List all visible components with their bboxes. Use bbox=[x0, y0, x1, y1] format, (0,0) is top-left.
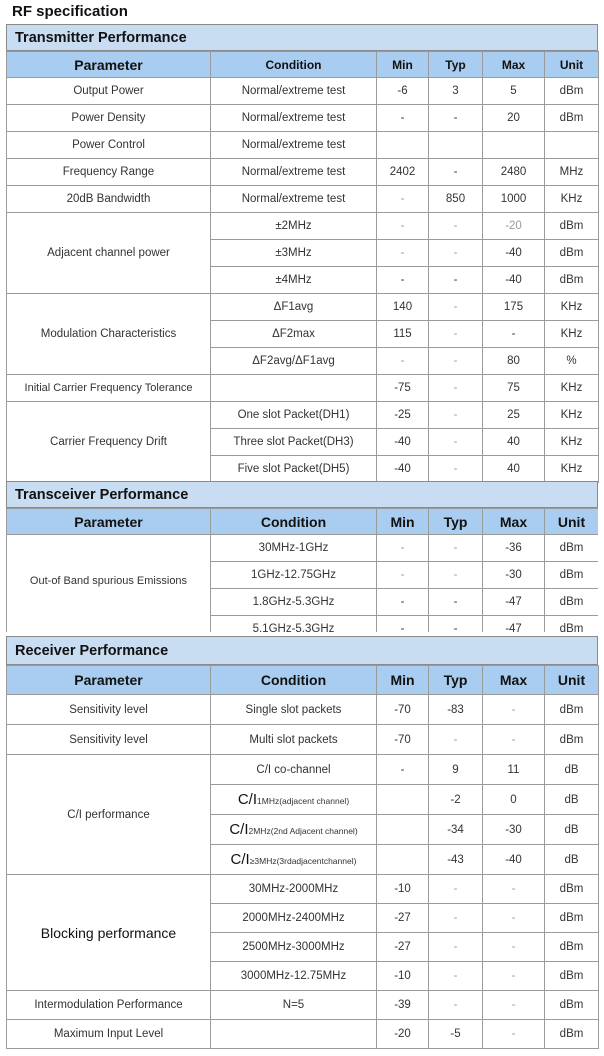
min-cell: -6 bbox=[377, 78, 429, 105]
max-cell: -40 bbox=[483, 240, 545, 267]
condition-cell: 2500MHz-3000MHz bbox=[211, 933, 377, 962]
max-cell: -40 bbox=[483, 845, 545, 875]
unit-cell bbox=[545, 132, 599, 159]
table-row bbox=[7, 78, 599, 105]
max-cell: - bbox=[483, 725, 545, 755]
param-cell: Blocking performance bbox=[7, 875, 211, 991]
condition-cell: Normal/extreme test bbox=[211, 132, 377, 159]
header-unit: Unit bbox=[545, 52, 599, 78]
transceiver-title: Transceiver Performance bbox=[6, 481, 598, 508]
param-cell: Modulation Characteristics bbox=[7, 294, 211, 375]
typ-cell: - bbox=[429, 240, 483, 267]
param-cell: Sensitivity level bbox=[7, 725, 211, 755]
max-cell: -30 bbox=[483, 815, 545, 845]
min-cell bbox=[377, 815, 429, 845]
unit-cell: dBm bbox=[545, 562, 599, 589]
param-cell: Maximum Input Level bbox=[7, 1020, 211, 1049]
condition-cell: C/I co-channel bbox=[211, 755, 377, 785]
unit-cell: KHz bbox=[545, 321, 599, 348]
table-row bbox=[7, 294, 599, 321]
typ-cell: - bbox=[429, 991, 483, 1020]
condition-cell: ±4MHz bbox=[211, 267, 377, 294]
min-cell: -40 bbox=[377, 456, 429, 483]
unit-cell: dB bbox=[545, 845, 599, 875]
min-cell: - bbox=[377, 213, 429, 240]
unit-cell: dBm bbox=[545, 78, 599, 105]
param-cell: Out-of Band spurious Emissions bbox=[7, 535, 211, 633]
max-cell: 20 bbox=[483, 105, 545, 132]
min-cell: - bbox=[377, 267, 429, 294]
typ-cell: - bbox=[429, 904, 483, 933]
unit-cell: dBm bbox=[545, 105, 599, 132]
typ-cell: - bbox=[429, 159, 483, 186]
typ-cell: 3 bbox=[429, 78, 483, 105]
table-row bbox=[7, 132, 599, 159]
condition-cell: Multi slot packets bbox=[211, 725, 377, 755]
condition-cell: 30MHz-2000MHz bbox=[211, 875, 377, 904]
unit-cell: KHz bbox=[545, 429, 599, 456]
condition-cell bbox=[211, 845, 377, 875]
min-cell: - bbox=[377, 589, 429, 616]
param-cell: 20dB Bandwidth bbox=[7, 186, 211, 213]
unit-cell: dBm bbox=[545, 904, 599, 933]
min-cell: -10 bbox=[377, 875, 429, 904]
max-cell: 40 bbox=[483, 456, 545, 483]
min-cell: -10 bbox=[377, 962, 429, 991]
typ-cell: - bbox=[429, 402, 483, 429]
table-row bbox=[7, 186, 599, 213]
table-row bbox=[7, 105, 599, 132]
typ-cell: -2 bbox=[429, 785, 483, 815]
unit-cell: KHz bbox=[545, 186, 599, 213]
max-cell: -47 bbox=[483, 589, 545, 616]
unit-cell: dBm bbox=[545, 240, 599, 267]
condition-cell: ±2MHz bbox=[211, 213, 377, 240]
min-cell: - bbox=[377, 240, 429, 267]
condition-cell: N=5 bbox=[211, 991, 377, 1020]
max-cell: 40 bbox=[483, 429, 545, 456]
header-typ: Typ bbox=[429, 509, 483, 535]
min-cell: - bbox=[377, 755, 429, 785]
max-cell: - bbox=[483, 962, 545, 991]
table-row bbox=[7, 725, 599, 755]
unit-cell: dBm bbox=[545, 875, 599, 904]
typ-cell: -34 bbox=[429, 815, 483, 845]
max-cell: -30 bbox=[483, 562, 545, 589]
typ-cell bbox=[429, 132, 483, 159]
transmitter-header-row bbox=[7, 52, 599, 78]
condition-cell: ±3MHz bbox=[211, 240, 377, 267]
typ-cell: - bbox=[429, 267, 483, 294]
param-cell: C/I performance bbox=[7, 755, 211, 875]
min-cell: -20 bbox=[377, 1020, 429, 1049]
param-cell: Intermodulation Performance bbox=[7, 991, 211, 1020]
header-condition: Condition bbox=[211, 666, 377, 695]
table-row bbox=[7, 213, 599, 240]
param-cell: Initial Carrier Frequency Tolerance bbox=[7, 375, 211, 402]
transceiver-table-clip bbox=[6, 508, 598, 632]
max-cell: 25 bbox=[483, 402, 545, 429]
unit-cell: dBm bbox=[545, 589, 599, 616]
min-cell: -70 bbox=[377, 725, 429, 755]
unit-cell: MHz bbox=[545, 159, 599, 186]
condition-cell: ΔF2max bbox=[211, 321, 377, 348]
max-cell: 75 bbox=[483, 375, 545, 402]
unit-cell: dBm bbox=[545, 1020, 599, 1049]
param-cell: Sensitivity level bbox=[7, 695, 211, 725]
unit-cell: dBm bbox=[545, 213, 599, 240]
ci-sub-label: 1MHz(adjacent channel) bbox=[257, 796, 350, 806]
min-cell bbox=[377, 785, 429, 815]
param-cell: Power Control bbox=[7, 132, 211, 159]
condition-cell: 2000MHz-2400MHz bbox=[211, 904, 377, 933]
max-cell: -20 bbox=[483, 213, 545, 240]
min-cell bbox=[377, 845, 429, 875]
typ-cell: -83 bbox=[429, 695, 483, 725]
condition-cell: Five slot Packet(DH5) bbox=[211, 456, 377, 483]
transmitter-title: Transmitter Performance bbox=[6, 24, 598, 51]
ci-sub-label: 2MHz(2nd Adjacent channel) bbox=[248, 826, 358, 836]
unit-cell: dBm bbox=[545, 535, 599, 562]
typ-cell: - bbox=[429, 321, 483, 348]
typ-cell: - bbox=[429, 962, 483, 991]
typ-cell: -5 bbox=[429, 1020, 483, 1049]
max-cell: - bbox=[483, 1020, 545, 1049]
table-row bbox=[7, 755, 599, 785]
typ-cell: - bbox=[429, 456, 483, 483]
transceiver-header-row bbox=[7, 509, 599, 535]
min-cell: - bbox=[377, 348, 429, 375]
typ-cell: - bbox=[429, 429, 483, 456]
param-cell: Adjacent channel power bbox=[7, 213, 211, 294]
condition-cell: ΔF2avg/ΔF1avg bbox=[211, 348, 377, 375]
table-row bbox=[7, 535, 599, 562]
unit-cell: dB bbox=[545, 755, 599, 785]
receiver-table bbox=[6, 665, 599, 1049]
ci-main-label: C/I bbox=[229, 821, 249, 838]
max-cell: - bbox=[483, 991, 545, 1020]
typ-cell: - bbox=[429, 348, 483, 375]
receiver-header-row bbox=[7, 666, 599, 695]
header-parameter: Parameter bbox=[7, 52, 211, 78]
table-row bbox=[7, 402, 599, 429]
max-cell: -36 bbox=[483, 535, 545, 562]
max-cell: - bbox=[483, 904, 545, 933]
table-row bbox=[7, 1020, 599, 1049]
typ-cell: - bbox=[429, 105, 483, 132]
min-cell: - bbox=[377, 105, 429, 132]
table-row bbox=[7, 991, 599, 1020]
table-row bbox=[7, 159, 599, 186]
condition-cell: 1GHz-12.75GHz bbox=[211, 562, 377, 589]
min-cell: -27 bbox=[377, 933, 429, 962]
min-cell: - bbox=[377, 535, 429, 562]
max-cell: -40 bbox=[483, 267, 545, 294]
header-max: Max bbox=[483, 52, 545, 78]
min-cell: - bbox=[377, 616, 429, 633]
param-cell: Output Power bbox=[7, 78, 211, 105]
header-typ: Typ bbox=[429, 666, 483, 695]
max-cell: 80 bbox=[483, 348, 545, 375]
header-parameter: Parameter bbox=[7, 509, 211, 535]
unit-cell: dBm bbox=[545, 933, 599, 962]
typ-cell: - bbox=[429, 616, 483, 633]
ci-main-label: C/I bbox=[230, 851, 250, 868]
min-cell: - bbox=[377, 186, 429, 213]
receiver-section bbox=[6, 636, 598, 1052]
max-cell bbox=[483, 132, 545, 159]
typ-cell: - bbox=[429, 375, 483, 402]
unit-cell: % bbox=[545, 348, 599, 375]
header-max: Max bbox=[483, 509, 545, 535]
header-parameter: Parameter bbox=[7, 666, 211, 695]
transceiver-table bbox=[6, 508, 598, 632]
condition-cell bbox=[211, 1020, 377, 1049]
ci-sub-label: ≥3MHz(3rdadjacentchannel) bbox=[249, 856, 357, 866]
max-cell: -47 bbox=[483, 616, 545, 633]
unit-cell: KHz bbox=[545, 402, 599, 429]
header-min: Min bbox=[377, 666, 429, 695]
transceiver-section bbox=[6, 481, 598, 632]
min-cell: -27 bbox=[377, 904, 429, 933]
min-cell: -75 bbox=[377, 375, 429, 402]
param-cell: Carrier Frequency Drift bbox=[7, 402, 211, 483]
min-cell: -70 bbox=[377, 695, 429, 725]
condition-cell: Normal/extreme test bbox=[211, 105, 377, 132]
condition-cell: 5.1GHz-5.3GHz bbox=[211, 616, 377, 633]
max-cell: 5 bbox=[483, 78, 545, 105]
condition-cell: Normal/extreme test bbox=[211, 78, 377, 105]
typ-cell: 850 bbox=[429, 186, 483, 213]
max-cell: - bbox=[483, 321, 545, 348]
header-min: Min bbox=[377, 52, 429, 78]
max-cell: - bbox=[483, 933, 545, 962]
max-cell: 0 bbox=[483, 785, 545, 815]
typ-cell: 9 bbox=[429, 755, 483, 785]
typ-cell: - bbox=[429, 589, 483, 616]
unit-cell: dBm bbox=[545, 725, 599, 755]
condition-cell: ΔF1avg bbox=[211, 294, 377, 321]
param-cell: Power Density bbox=[7, 105, 211, 132]
unit-cell: dBm bbox=[545, 616, 599, 633]
header-min: Min bbox=[377, 509, 429, 535]
table-row bbox=[7, 695, 599, 725]
min-cell: -39 bbox=[377, 991, 429, 1020]
max-cell: - bbox=[483, 875, 545, 904]
unit-cell: dBm bbox=[545, 962, 599, 991]
min-cell: -25 bbox=[377, 402, 429, 429]
ci-main-label: C/I bbox=[237, 791, 258, 808]
header-unit: Unit bbox=[545, 666, 599, 695]
condition-cell: 1.8GHz-5.3GHz bbox=[211, 589, 377, 616]
condition-cell: 3000MHz-12.75MHz bbox=[211, 962, 377, 991]
unit-cell: dB bbox=[545, 815, 599, 845]
receiver-title: Receiver Performance bbox=[6, 636, 598, 665]
min-cell: -40 bbox=[377, 429, 429, 456]
page-title: RF specification bbox=[12, 3, 128, 20]
condition-cell bbox=[211, 785, 377, 815]
header-condition: Condition bbox=[211, 509, 377, 535]
condition-cell: Three slot Packet(DH3) bbox=[211, 429, 377, 456]
typ-cell: -43 bbox=[429, 845, 483, 875]
condition-cell: Normal/extreme test bbox=[211, 159, 377, 186]
max-cell: 175 bbox=[483, 294, 545, 321]
header-condition: Condition bbox=[211, 52, 377, 78]
typ-cell: - bbox=[429, 535, 483, 562]
header-unit: Unit bbox=[545, 509, 599, 535]
condition-cell bbox=[211, 815, 377, 845]
unit-cell: KHz bbox=[545, 456, 599, 483]
typ-cell: - bbox=[429, 213, 483, 240]
condition-cell bbox=[211, 375, 377, 402]
typ-cell: - bbox=[429, 294, 483, 321]
condition-cell: Normal/extreme test bbox=[211, 186, 377, 213]
param-cell: Frequency Range bbox=[7, 159, 211, 186]
max-cell: 2480 bbox=[483, 159, 545, 186]
condition-cell: 30MHz-1GHz bbox=[211, 535, 377, 562]
header-max: Max bbox=[483, 666, 545, 695]
unit-cell: dBm bbox=[545, 267, 599, 294]
min-cell: 115 bbox=[377, 321, 429, 348]
header-typ: Typ bbox=[429, 52, 483, 78]
unit-cell: dBm bbox=[545, 991, 599, 1020]
max-cell: 1000 bbox=[483, 186, 545, 213]
unit-cell: dB bbox=[545, 785, 599, 815]
min-cell: - bbox=[377, 562, 429, 589]
transmitter-table bbox=[6, 51, 599, 483]
max-cell: 11 bbox=[483, 755, 545, 785]
typ-cell: - bbox=[429, 875, 483, 904]
table-row bbox=[7, 375, 599, 402]
typ-cell: - bbox=[429, 562, 483, 589]
table-row bbox=[7, 875, 599, 904]
condition-cell: One slot Packet(DH1) bbox=[211, 402, 377, 429]
min-cell: 2402 bbox=[377, 159, 429, 186]
transmitter-section bbox=[6, 24, 598, 483]
unit-cell: dBm bbox=[545, 695, 599, 725]
unit-cell: KHz bbox=[545, 375, 599, 402]
typ-cell: - bbox=[429, 933, 483, 962]
max-cell: - bbox=[483, 695, 545, 725]
unit-cell: KHz bbox=[545, 294, 599, 321]
typ-cell: - bbox=[429, 725, 483, 755]
min-cell bbox=[377, 132, 429, 159]
min-cell: 140 bbox=[377, 294, 429, 321]
condition-cell: Single slot packets bbox=[211, 695, 377, 725]
